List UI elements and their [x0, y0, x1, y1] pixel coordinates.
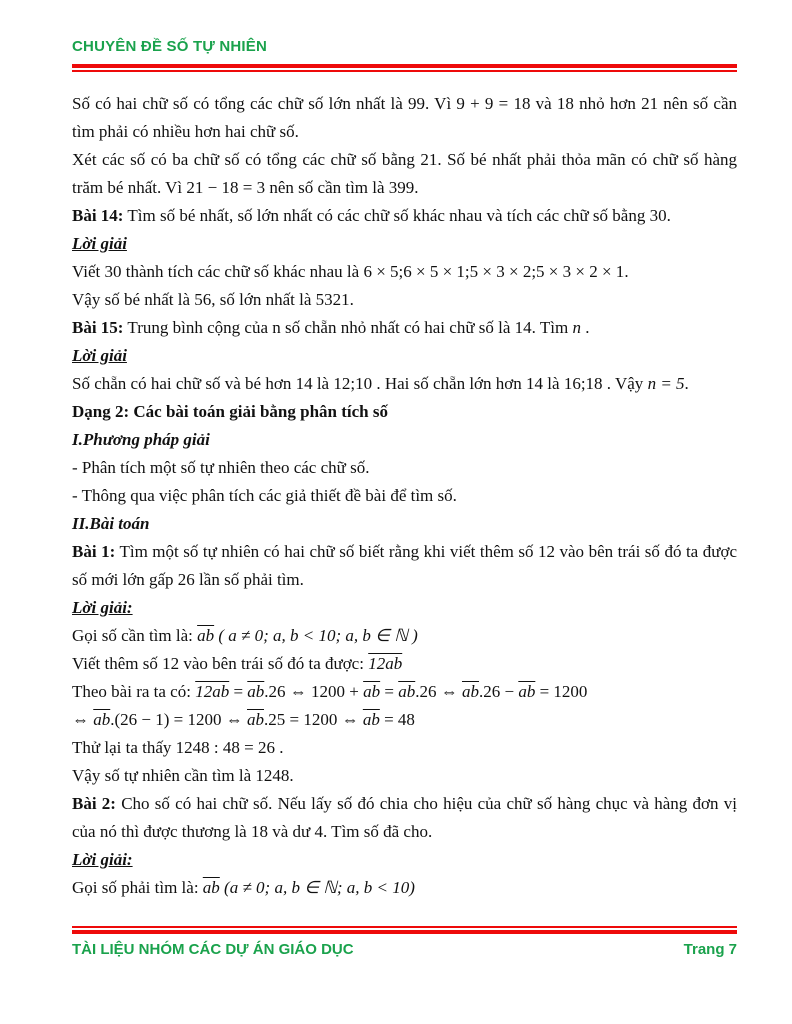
- solution-heading-text: Lời giải:: [72, 598, 133, 617]
- problem-label: Bài 15:: [72, 318, 124, 337]
- math-run: .26 ⇔: [415, 682, 462, 701]
- formula-line: [72, 678, 737, 706]
- method-item: - Thông qua việc phân tích các giả thiết đề bài để tìm số.: [72, 486, 457, 505]
- math-run: = 1200: [535, 682, 588, 701]
- text-run: .: [580, 318, 590, 337]
- math-run: 16;18: [563, 374, 603, 393]
- text-run: và 18 nhỏ hơn 21 nên số cần tìm phải có nhiều hơn hai chữ số.: [72, 94, 737, 141]
- solution-heading-text: Lời giải: [72, 234, 127, 253]
- math-run: =: [229, 682, 248, 701]
- overline-number: $\overline{ab}$: [247, 682, 265, 701]
- text-run: Viết 30 thành tích các chữ số khác nhau là: [72, 262, 364, 281]
- math-run: =: [380, 682, 399, 701]
- text-run: .: [624, 262, 629, 281]
- text-run: Gọi số cần tìm là:: [72, 626, 198, 645]
- text-run: Tìm số bé nhất, số lớn nhất có các chữ số khác nhau và tích các chữ số bằng 30.: [123, 206, 671, 225]
- problem-15: [72, 314, 737, 342]
- text-run: Xét các số có ba chữ số có tổng các chữ số bằng 21. Số bé nhất phải thỏa mãn có chữ số hàng trăm bé nhất. Vì: [72, 150, 737, 197]
- overline-number: $\overline{ab}$: [362, 710, 380, 729]
- math-run: 21 − 18 = 3: [186, 178, 266, 197]
- text-run: .: [684, 374, 689, 393]
- solution-line: [72, 370, 737, 398]
- footer-left-text: TÀI LIỆU NHÓM CÁC DỰ ÁN GIÁO DỤC: [72, 941, 354, 958]
- solution-line: [72, 650, 737, 678]
- solution-heading-text: Lời giải: [72, 346, 127, 365]
- problem-2: [72, 790, 737, 846]
- overline-number: $\overline{ab}$: [461, 682, 479, 701]
- text-run: Viết thêm số 12 vào bên trái số đó ta được:: [72, 654, 369, 673]
- text-run: Thử lại ta thấy: [72, 738, 176, 757]
- overline-number: 12ab: [368, 654, 403, 673]
- overline-number: $\overline{ab}$: [398, 682, 416, 701]
- math-run: 6 × 5;6 × 5 × 1;5 × 3 × 2;5 × 3 × 2 × 1: [363, 262, 625, 281]
- overline-number: 12ab: [195, 682, 230, 701]
- overline-number: $\overline{ab}$: [247, 710, 264, 729]
- problem-1: [72, 538, 737, 594]
- solution-heading: [72, 230, 737, 258]
- math-run: .26 −: [478, 682, 519, 701]
- solution-heading: [72, 594, 737, 622]
- method-item: - Phân tích một số tự nhiên theo các chữ số.: [72, 458, 370, 477]
- content: [72, 90, 737, 902]
- math-variable: n: [572, 318, 581, 337]
- header-rule: [72, 64, 737, 72]
- paragraph: [72, 146, 737, 202]
- text-run: . Vậy: [602, 374, 648, 393]
- solution-heading: [72, 342, 737, 370]
- solution-line: Vậy số bé nhất là 56, số lớn nhất là 5321.: [72, 290, 354, 309]
- paragraph: [72, 90, 737, 146]
- formula-line: [72, 706, 737, 734]
- math-run: n = 5: [647, 374, 685, 393]
- footer-row: [72, 941, 737, 958]
- math-run: 1248 : 48 = 26: [175, 738, 275, 757]
- math-run: (a ≠ 0; a, b ∈ ℕ; a, b < 10): [219, 878, 415, 897]
- text-run: Cho số có hai chữ số. Nếu lấy số đó chia cho hiệu của chữ số hàng chục và hàng đơn vị của nó thì được thương là 18 và dư 4. Tìm số đã cho.: [72, 794, 737, 841]
- section-heading: Dạng 2: Các bài toán giải bằng phân tích số: [72, 402, 388, 421]
- math-run: .26 ⇔ 1200 +: [264, 682, 364, 701]
- solution-heading-text: Lời giải:: [72, 850, 133, 869]
- page-number: Trang 7: [683, 941, 737, 958]
- text-run: .: [274, 738, 284, 757]
- solution-line: [72, 622, 737, 650]
- solution-line: [72, 258, 737, 286]
- text-run: Số chẵn có hai chữ số và bé hơn 14 là: [72, 374, 334, 393]
- text-run: Gọi số phải tìm là:: [72, 878, 203, 897]
- math-run: ( a ≠ 0; a, b < 10; a, b ∈ ℕ ): [214, 626, 418, 645]
- solution-heading: [72, 846, 737, 874]
- text-run: Trung bình cộng của n số chẵn nhỏ nhất có hai chữ số là 14. Tìm: [123, 318, 573, 337]
- page-footer: [72, 926, 737, 958]
- overline-number: $\overline{ab}$: [518, 682, 536, 701]
- overline-number: $\overline{ab}$: [202, 878, 220, 897]
- text-run: Số có hai chữ số có tổng các chữ số lớn nhất là 99. Vì: [72, 94, 457, 113]
- solution-line: Vậy số tự nhiên cần tìm là 1248.: [72, 766, 294, 785]
- math-run: ⇔: [72, 710, 94, 729]
- math-run: .(26 − 1) = 1200 ⇔: [110, 710, 247, 729]
- solution-line: [72, 874, 737, 902]
- math-run: 12;10: [333, 374, 373, 393]
- math-run: = 48: [379, 710, 415, 729]
- text-run: Tìm một số tự nhiên có hai chữ số biết rằng khi viết thêm số 12 vào bên trái số đó ta được số mới lớn gấp 26 lần số phải tìm.: [72, 542, 737, 589]
- footer-rule: [72, 926, 737, 934]
- math-run: 9 + 9 = 18: [456, 94, 531, 113]
- page-header-title: CHUYÊN ĐỀ SỐ TỰ NHIÊN: [72, 38, 267, 55]
- overline-number: $\overline{ab}$: [197, 626, 215, 645]
- problem-label: Bài 1:: [72, 542, 116, 561]
- overline-number: $\overline{ab}$: [93, 710, 111, 729]
- method-heading: I.Phương pháp giải: [72, 430, 210, 449]
- problem-label: Bài 14:: [72, 206, 124, 225]
- text-run: . Hai số chẵn lớn hơn 14 là: [372, 374, 564, 393]
- problem-14: [72, 202, 737, 230]
- text-run: Theo bài ra ta có:: [72, 682, 196, 701]
- problem-label: Bài 2:: [72, 794, 116, 813]
- overline-number: $\overline{ab}$: [363, 682, 381, 701]
- text-run: nên số cần tìm là 399.: [265, 178, 419, 197]
- math-run: .25 = 1200 ⇔: [264, 710, 363, 729]
- problems-heading: II.Bài toán: [72, 514, 150, 533]
- solution-line: [72, 734, 737, 762]
